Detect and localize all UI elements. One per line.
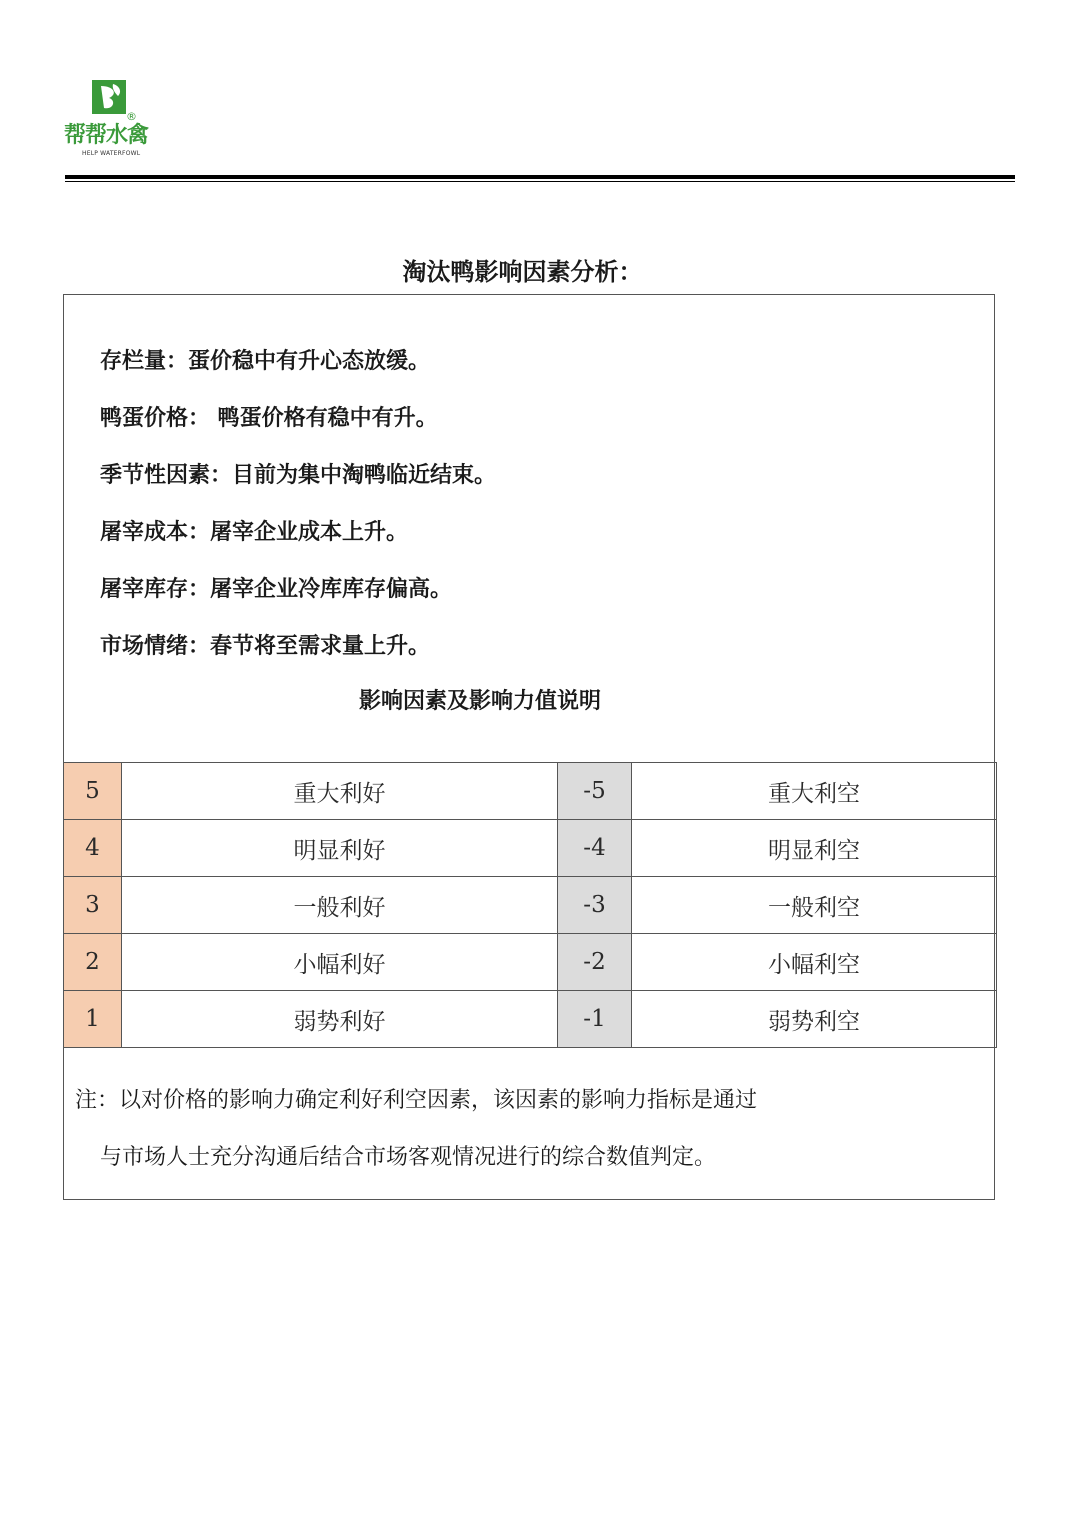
header-rule-thick: [65, 175, 1015, 179]
negative-label-cell: 弱势利空: [632, 991, 997, 1048]
negative-label-cell: 一般利空: [632, 877, 997, 934]
impact-scale-table: [63, 762, 997, 1048]
positive-label-cell: 明显利好: [122, 820, 558, 877]
negative-value-cell: -1: [558, 991, 632, 1048]
table-row: [64, 820, 997, 877]
factor-market-sentiment: 市场情绪：春节将至需求量上升。: [100, 634, 431, 659]
negative-label-cell: 小幅利空: [632, 934, 997, 991]
positive-value-cell: 3: [64, 877, 122, 934]
positive-label-cell: 弱势利好: [122, 991, 558, 1048]
positive-value-cell: 5: [64, 763, 122, 820]
positive-label-cell: 小幅利好: [122, 934, 558, 991]
positive-value-cell: 1: [64, 991, 122, 1048]
table-row: [64, 991, 997, 1048]
positive-label-cell: 重大利好: [122, 763, 558, 820]
logo-text-cn: 帮帮水禽: [64, 123, 149, 148]
registered-mark: ®: [126, 110, 137, 123]
page-title: 淘汰鸭影响因素分析：: [402, 258, 643, 286]
negative-value-cell: -3: [558, 877, 632, 934]
table-row: [64, 877, 997, 934]
table-row: [64, 934, 997, 991]
factor-seasonal: 季节性因素：目前为集中淘鸭临近结束。: [100, 463, 497, 488]
negative-value-cell: -2: [558, 934, 632, 991]
header-rule-thin: [65, 181, 1015, 182]
note-line-1: 注：以对价格的影响力确定利好利空因素，该因素的影响力指标是通过: [75, 1088, 758, 1113]
factor-stock: 存栏量：蛋价稳中有升心态放缓。: [100, 349, 431, 374]
note-line-2: 与市场人士充分沟通后结合市场客观情况进行的综合数值判定。: [100, 1145, 717, 1170]
company-logo: [62, 80, 162, 160]
legend-title: 影响因素及影响力值说明: [358, 689, 601, 714]
factor-egg-price: 鸭蛋价格： 鸭蛋价格有稳中有升。: [100, 406, 438, 431]
factor-slaughter-cost: 屠宰成本：屠宰企业成本上升。: [100, 520, 409, 545]
logo-text-en: HELP WATERFOWL: [82, 150, 141, 157]
negative-label-cell: 重大利空: [632, 763, 997, 820]
positive-value-cell: 2: [64, 934, 122, 991]
negative-label-cell: 明显利空: [632, 820, 997, 877]
negative-value-cell: -4: [558, 820, 632, 877]
negative-value-cell: -5: [558, 763, 632, 820]
leaf-logo-icon: [92, 80, 126, 114]
factor-slaughter-inventory: 屠宰库存：屠宰企业冷库库存偏高。: [100, 577, 453, 602]
table-row: [64, 763, 997, 820]
positive-label-cell: 一般利好: [122, 877, 558, 934]
positive-value-cell: 4: [64, 820, 122, 877]
